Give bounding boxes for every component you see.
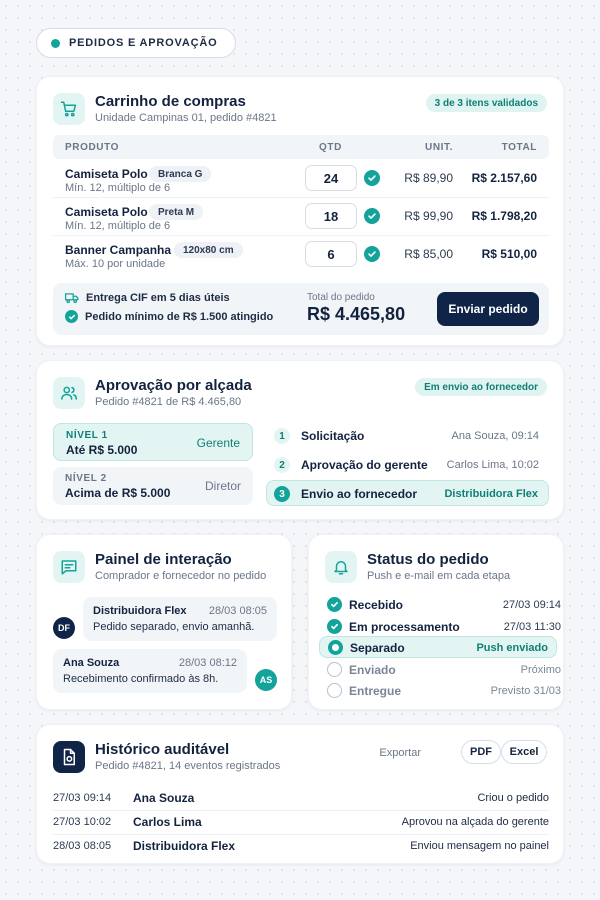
message-time: 28/03 08:12: [178, 657, 237, 669]
level-limit: Até R$ 5.000: [66, 443, 138, 457]
export-label: Exportar: [379, 747, 421, 759]
status-label: Enviado: [349, 663, 396, 677]
approval-card: [36, 360, 564, 520]
unit-price: R$ 85,00: [404, 247, 453, 261]
cart-row: [53, 201, 549, 239]
event-user: Carlos Lima: [133, 815, 202, 829]
status-title: Status do pedido: [367, 551, 489, 568]
status-dot-icon: [51, 39, 60, 48]
column-header-product: PRODUTO: [65, 142, 120, 153]
quantity-input[interactable]: 24: [305, 165, 357, 191]
quantity-input[interactable]: 6: [305, 241, 357, 267]
audit-document-icon: [60, 748, 78, 766]
step-number: 2: [274, 457, 290, 473]
variant-tag: Preta M: [149, 204, 203, 220]
chat-message-supplier: [83, 597, 277, 641]
chat-message-buyer: [53, 649, 247, 693]
approval-title: Aprovação por alçada: [95, 377, 252, 394]
message-author: Ana Souza: [63, 657, 120, 669]
approval-step: [267, 423, 549, 449]
current-step-icon: [328, 640, 343, 655]
column-header-unit: UNIT.: [425, 142, 453, 153]
avatar: AS: [255, 669, 277, 691]
step-meta: Distribuidora Flex: [444, 488, 538, 500]
history-row: [53, 835, 549, 859]
step-name: Solicitação: [301, 429, 365, 443]
history-card: [36, 724, 564, 864]
message-icon: [60, 558, 78, 576]
cart-table-header: [53, 135, 549, 159]
status-value: Push enviado: [476, 642, 548, 654]
level-limit: Acima de R$ 5.000: [65, 486, 171, 500]
cart-row: [53, 163, 549, 201]
approval-status-badge: Em envio ao fornecedor: [415, 378, 547, 396]
product-rule: Mín. 12, múltiplo de 6: [65, 220, 171, 232]
status-label: Recebido: [349, 598, 404, 612]
cart-title: Carrinho de compras: [95, 93, 246, 110]
step-number: 3: [274, 486, 290, 502]
product-name: Banner Campanha: [65, 243, 172, 257]
history-row: [53, 811, 549, 835]
column-header-qty: QTD: [319, 142, 342, 153]
level-role: Diretor: [204, 479, 241, 493]
chat-card: [36, 534, 292, 710]
check-icon: [364, 170, 380, 186]
check-icon: [327, 597, 342, 612]
step-name: Envio ao fornecedor: [301, 487, 418, 501]
status-card: [308, 534, 564, 710]
history-icon-box: [53, 741, 85, 773]
export-excel-button[interactable]: Excel: [501, 740, 547, 764]
users-icon: [60, 384, 78, 402]
minimum-line: [65, 310, 273, 323]
level-name: NÍVEL 2: [65, 473, 107, 484]
delivery-line: [65, 292, 230, 304]
status-value: Próximo: [520, 664, 561, 676]
event-action: Criou o pedido: [477, 792, 549, 804]
history-row: [53, 787, 549, 811]
step-number: 1: [274, 428, 290, 444]
history-subtitle: Pedido #4821, 14 eventos registrados: [95, 760, 281, 772]
check-icon: [65, 310, 78, 323]
cart-card: [36, 76, 564, 346]
approval-level-2: [53, 467, 253, 505]
step-meta: Ana Souza, 09:14: [451, 430, 539, 442]
status-subtitle: Push e e-mail em cada etapa: [367, 570, 511, 582]
message-time: 28/03 08:05: [208, 605, 267, 617]
truck-icon: [65, 292, 79, 304]
quantity-input[interactable]: 18: [305, 203, 357, 229]
event-user: Distribuidora Flex: [133, 839, 236, 853]
line-total: R$ 1.798,20: [471, 209, 537, 223]
unit-price: R$ 89,90: [404, 171, 453, 185]
event-time: 28/03 08:05: [53, 840, 112, 852]
event-user: Ana Souza: [133, 791, 195, 805]
export-pdf-button[interactable]: PDF: [461, 740, 501, 764]
status-value: 27/03 09:14: [502, 599, 561, 611]
status-step-separated: [319, 636, 557, 658]
cart-subtitle: Unidade Campinas 01, pedido #4821: [95, 112, 277, 124]
product-rule: Mín. 12, múltiplo de 6: [65, 182, 171, 194]
step-name: Aprovação do gerente: [301, 458, 428, 472]
variant-tag: 120x80 cm: [174, 242, 243, 258]
status-label: Em processamento: [349, 620, 460, 634]
variant-tag: Branca G: [149, 166, 211, 182]
minimum-text: Pedido mínimo de R$ 1.500 atingido: [85, 310, 274, 323]
level-name: NÍVEL 1: [66, 430, 108, 441]
status-value: 27/03 11:30: [503, 621, 561, 633]
check-icon: [364, 208, 380, 224]
check-icon: [327, 619, 342, 634]
column-header-total: TOTAL: [501, 142, 537, 153]
total-label: Total do pedido: [307, 292, 375, 303]
cart-icon-box: [53, 93, 85, 125]
step-meta: Carlos Lima, 10:02: [446, 459, 539, 471]
validation-badge: 3 de 3 itens validados: [426, 94, 547, 112]
message-text: Recebimento confirmado às 8h.: [63, 673, 219, 685]
section-pill: [36, 28, 236, 58]
check-icon: [364, 246, 380, 262]
status-step-received: [325, 594, 563, 616]
unit-price: R$ 99,90: [404, 209, 453, 223]
chat-subtitle: Comprador e fornecedor no pedido: [95, 570, 267, 582]
line-total: R$ 2.157,60: [471, 171, 537, 185]
status-step-delivered: [325, 680, 563, 702]
level-role: Gerente: [196, 436, 240, 450]
history-title: Histórico auditável: [95, 741, 230, 758]
event-action: Aprovou na alçada do gerente: [401, 816, 549, 828]
approval-step: [267, 452, 549, 478]
event-time: 27/03 09:14: [53, 792, 112, 804]
chat-icon-box: [53, 551, 85, 583]
pending-step-icon: [327, 683, 342, 698]
approval-step-current: [266, 480, 549, 506]
section-label: PEDIDOS E APROVAÇÃO: [69, 37, 218, 49]
product-name: Camiseta Polo: [65, 205, 148, 219]
product-rule: Máx. 10 por unidade: [65, 258, 166, 270]
send-order-button[interactable]: Enviar pedido: [437, 292, 539, 326]
status-step-shipped: [325, 659, 563, 681]
chat-title: Painel de interação: [95, 551, 232, 568]
cart-row: [53, 239, 549, 277]
event-time: 27/03 10:02: [53, 816, 112, 828]
order-summary: [53, 283, 549, 335]
approval-subtitle: Pedido #4821 de R$ 4.465,80: [95, 396, 242, 408]
status-icon-box: [325, 551, 357, 583]
approval-level-1: [53, 423, 253, 461]
message-author: Distribuidora Flex: [93, 605, 187, 617]
status-step-processing: [325, 616, 563, 638]
row-divider: [53, 235, 549, 236]
order-total: R$ 4.465,80: [307, 304, 406, 324]
shopping-cart-icon: [60, 100, 78, 118]
delivery-text: Entrega CIF em 5 dias úteis: [86, 292, 230, 304]
product-name: Camiseta Polo: [65, 167, 148, 181]
status-label: Entregue: [349, 684, 402, 698]
line-total: R$ 510,00: [481, 247, 537, 261]
bell-icon: [332, 558, 350, 576]
status-label: Separado: [350, 641, 405, 655]
approval-icon-box: [53, 377, 85, 409]
message-text: Pedido separado, envio amanhã.: [93, 621, 255, 633]
avatar: DF: [53, 617, 75, 639]
status-value: Previsto 31/03: [490, 685, 561, 697]
row-divider: [53, 197, 549, 198]
pending-step-icon: [327, 662, 342, 677]
event-action: Enviou mensagem no painel: [410, 840, 549, 852]
